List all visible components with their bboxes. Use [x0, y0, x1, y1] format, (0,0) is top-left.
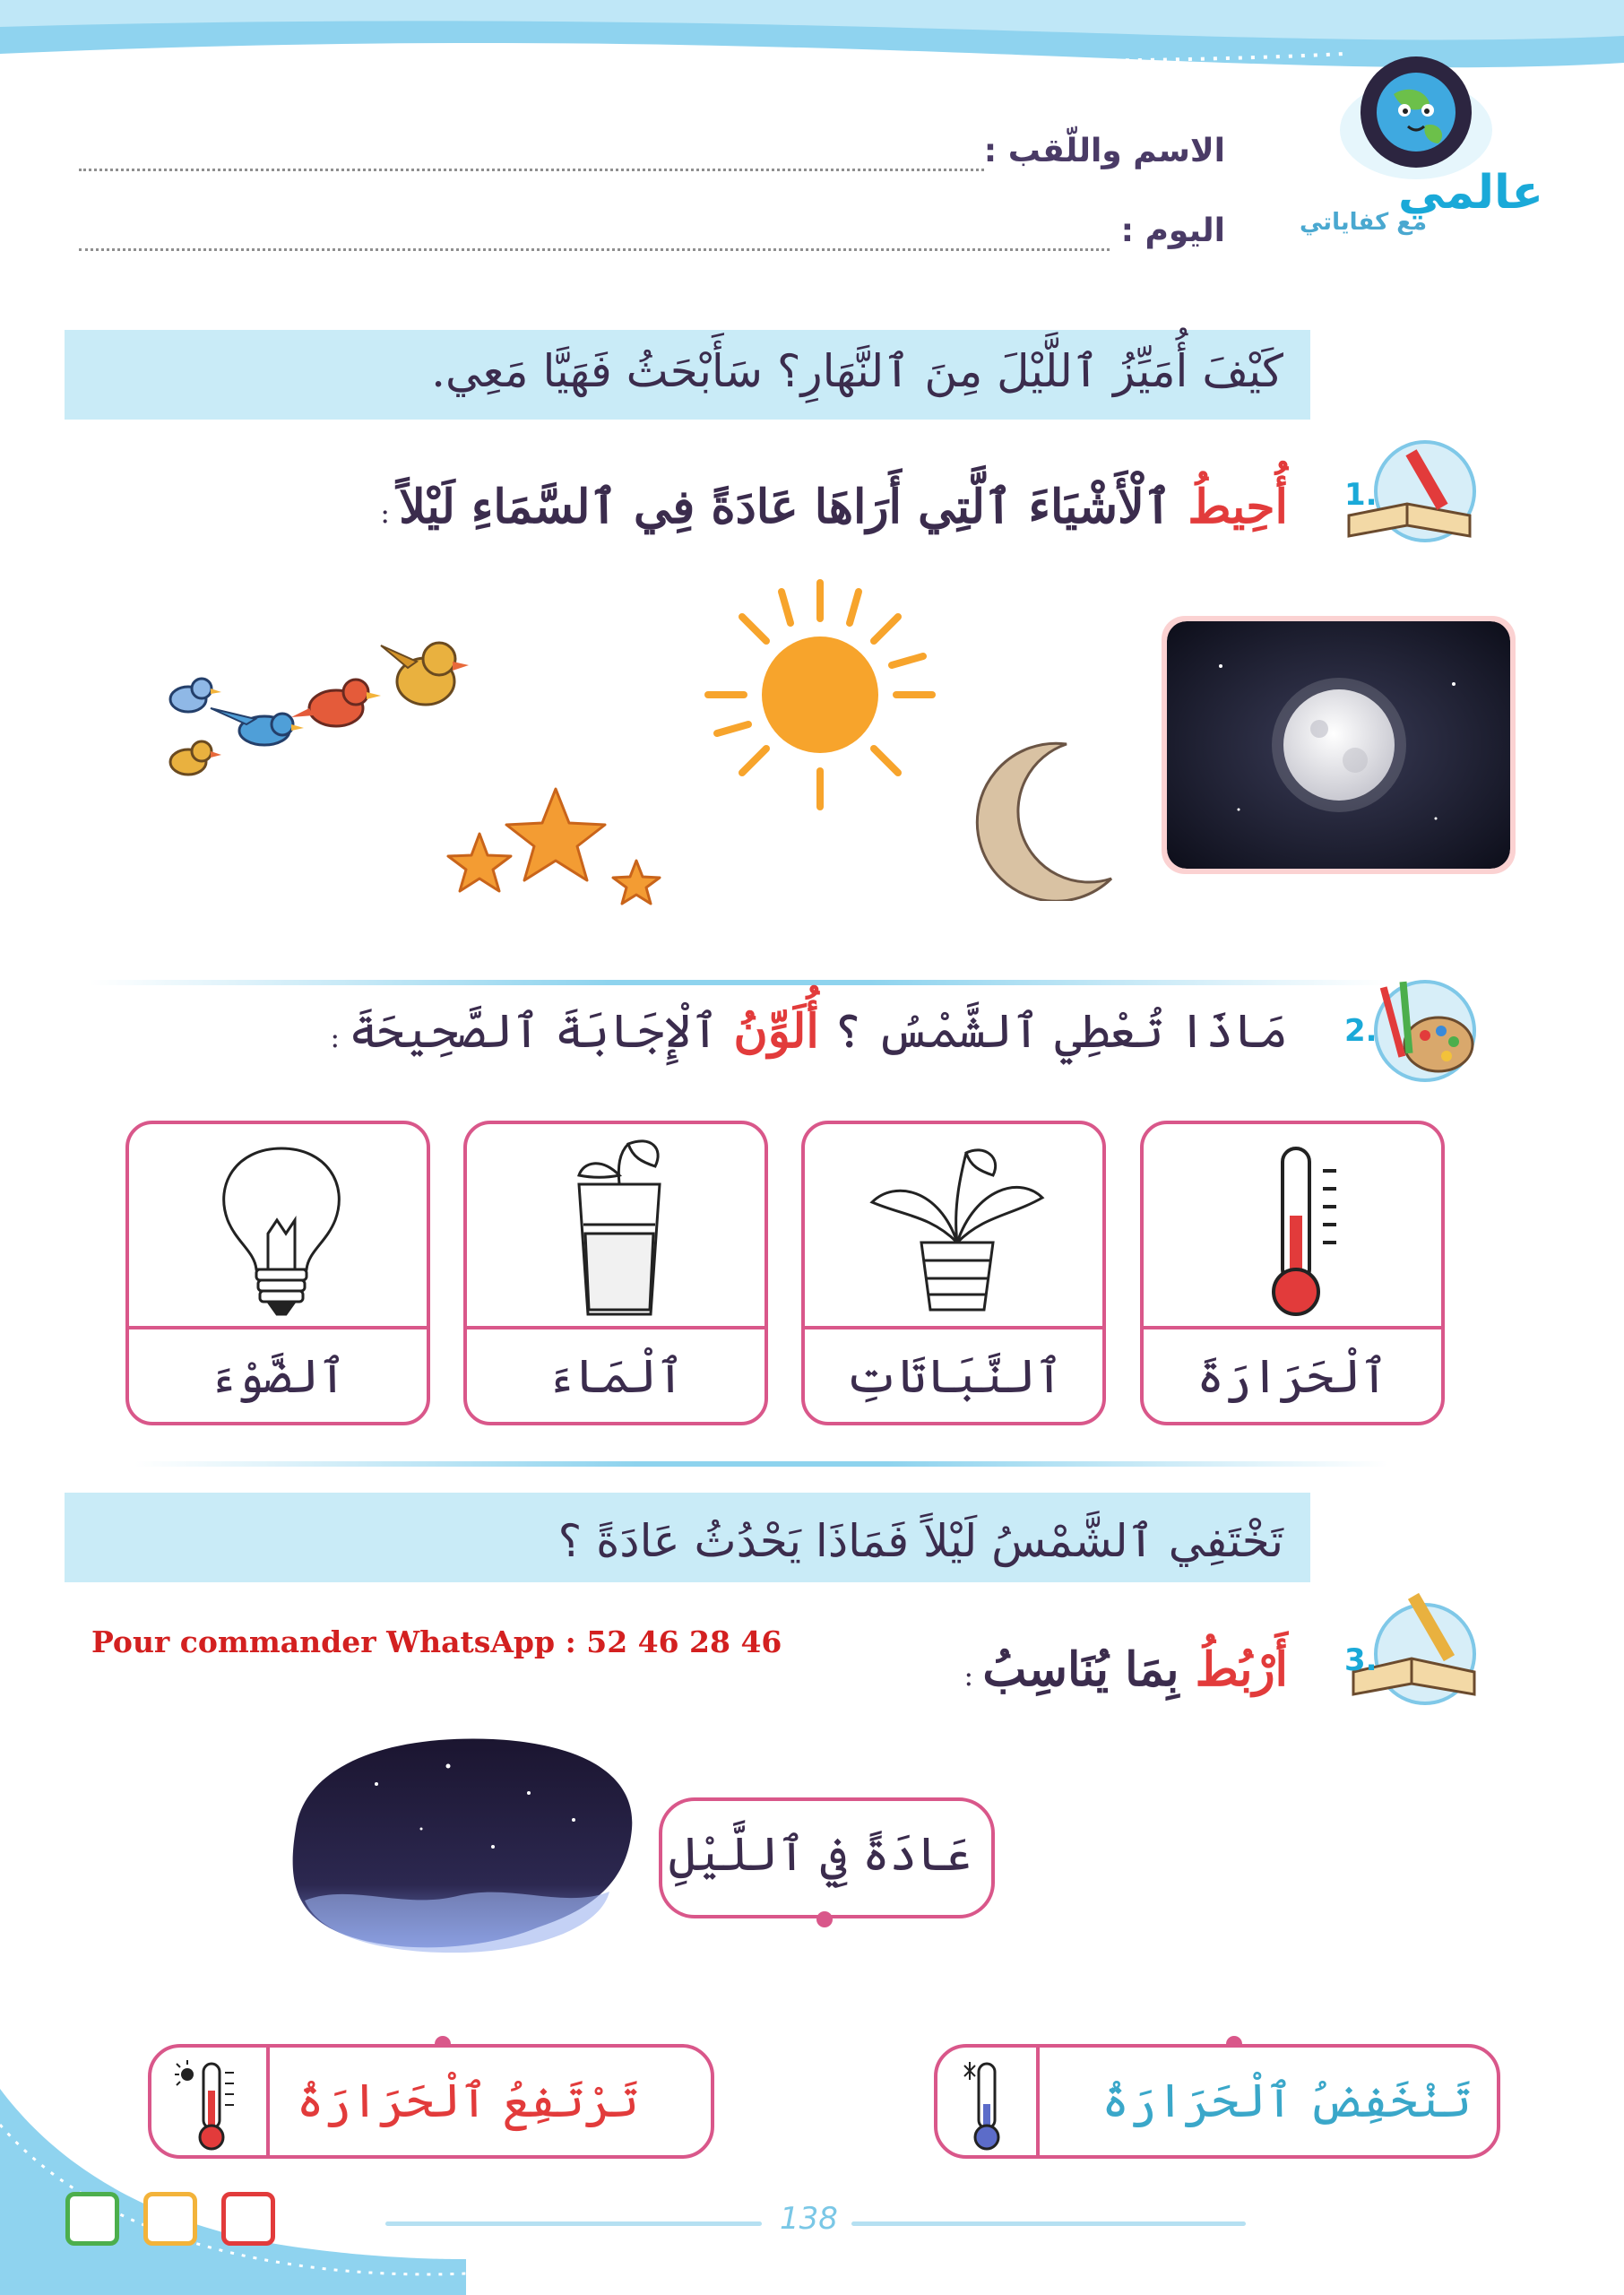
bird-blue-2 — [170, 679, 221, 712]
card-separator — [805, 1326, 1102, 1329]
logo — [1291, 49, 1559, 255]
sun-icon[interactable] — [699, 574, 941, 816]
section-divider-1 — [90, 980, 1389, 985]
exercise3-verb: أَرْبُطُ — [1195, 1642, 1288, 1697]
progress-box-red[interactable] — [221, 2192, 275, 2246]
temp-drops-text: تَنْخَفِضُ ٱلْحَرَارَةُ — [1101, 2074, 1472, 2128]
exercise1-colon: : — [380, 496, 400, 530]
day-field-line[interactable] — [79, 248, 1110, 251]
bird-yellow-big — [381, 643, 469, 705]
section-divider-2 — [134, 1461, 1389, 1467]
stars-icon[interactable] — [439, 780, 672, 914]
cold-thermometer-icon — [948, 2055, 1029, 2153]
progress-box-yellow[interactable] — [143, 2192, 197, 2246]
exercise2-question: مَاذَا تُعْطِي ٱلشَّمْسُ ؟ — [818, 1005, 1288, 1059]
footer-line-left — [385, 2221, 762, 2226]
option-label-plants: ٱلنَّبَاتَاتِ — [844, 1350, 1063, 1404]
promo-text: Pour commander WhatsApp : 52 46 28 46 — [91, 1624, 782, 1659]
page-number: 138 — [780, 2201, 838, 2237]
logo-sub-text: مع كفاياتي — [1300, 209, 1428, 236]
plant-pot-icon — [868, 1135, 1047, 1323]
intro-question-text: كَيْفَ أُمَيِّزُ ٱللَّيْلَ مِنَ ٱلنَّهَارِ؟ سَأَبْحَثُ فَهَيَّا مَعِي. — [431, 345, 1283, 397]
option-card-water[interactable] — [463, 1121, 768, 1425]
option-card-heat[interactable] — [1140, 1121, 1445, 1425]
exercise2-text: ٱلْإِجَابَةَ ٱلصَّحِيحَةَ — [349, 1005, 734, 1059]
bird-red — [291, 680, 381, 726]
night-match-text: عَادَةً فِي ٱللَّيْلِ — [669, 1828, 972, 1882]
bird-blue-1 — [211, 708, 304, 745]
night-match-box[interactable] — [659, 1797, 995, 1918]
temp-rises-text: تَرْتَفِعُ ٱلْحَرَارَةُ — [296, 2074, 639, 2128]
exercise1-instruction — [380, 480, 1288, 534]
option-label-light: ٱلضَّوْءَ — [209, 1350, 347, 1404]
progress-box-green[interactable] — [65, 2192, 119, 2246]
exercise3-badge — [1335, 1587, 1488, 1712]
option-label-water: ٱلْمَاءَ — [547, 1350, 685, 1404]
exercise2-badge — [1335, 968, 1488, 1085]
night-sky-image — [269, 1730, 645, 1963]
exercise2-instruction — [330, 1004, 1288, 1059]
exercise3-instruction — [963, 1642, 1288, 1697]
exercise1-number: 1. — [1344, 477, 1378, 513]
globe-mascot-icon — [1340, 49, 1492, 184]
light-bulb-icon — [192, 1135, 371, 1323]
thermometer-icon — [1206, 1135, 1386, 1323]
option-card-light[interactable] — [125, 1121, 430, 1425]
moon-photo[interactable] — [1162, 616, 1516, 874]
exercise3-number: 3. — [1344, 1642, 1378, 1678]
birds-icon[interactable] — [157, 619, 488, 798]
exercise3-text: بِمَا يُنَاسِبُ — [982, 1642, 1196, 1697]
exercise1-verb: أُحِيطُ — [1188, 480, 1288, 534]
bird-yellow-small — [170, 741, 221, 775]
exercise2-number: 2. — [1344, 1013, 1378, 1049]
exercise1-text: ٱلْأَشْيَاءَ ٱلَّتِي أَرَاهَا عَادَةً فِي ٱلسَّمَاءِ لَيْلاً — [399, 480, 1188, 534]
temp-drops-option[interactable] — [934, 2044, 1500, 2159]
exercise2-colon: : — [330, 1020, 350, 1054]
card-separator — [467, 1326, 764, 1329]
exercise1-badge — [1335, 439, 1488, 547]
card-separator — [129, 1326, 427, 1329]
night-match-dot[interactable] — [816, 1911, 833, 1927]
option-separator — [1036, 2048, 1040, 2155]
logo-main-text: عالمي — [1398, 166, 1544, 220]
option-label-heat: ٱلْحَرَارَةَ — [1196, 1350, 1388, 1404]
day-label: اليوم : — [1120, 212, 1225, 249]
option-card-plants[interactable] — [801, 1121, 1106, 1425]
name-label: الاسم واللّقب : — [983, 133, 1225, 169]
water-glass-icon — [530, 1135, 709, 1323]
exercise2-verb: أُلَوِّنُ — [733, 1004, 819, 1059]
name-field-line[interactable] — [79, 169, 984, 171]
exercise3-colon: : — [963, 1658, 983, 1693]
second-question-text: تَخْتَفِي ٱلشَّمْسُ لَيْلاً فَمَاذَا يَحْدُثُ عَادَةً ؟ — [557, 1515, 1283, 1567]
card-separator — [1144, 1326, 1441, 1329]
footer-line-right — [851, 2221, 1246, 2226]
crescent-moon-icon[interactable] — [959, 735, 1120, 901]
full-moon-icon — [1167, 621, 1510, 869]
